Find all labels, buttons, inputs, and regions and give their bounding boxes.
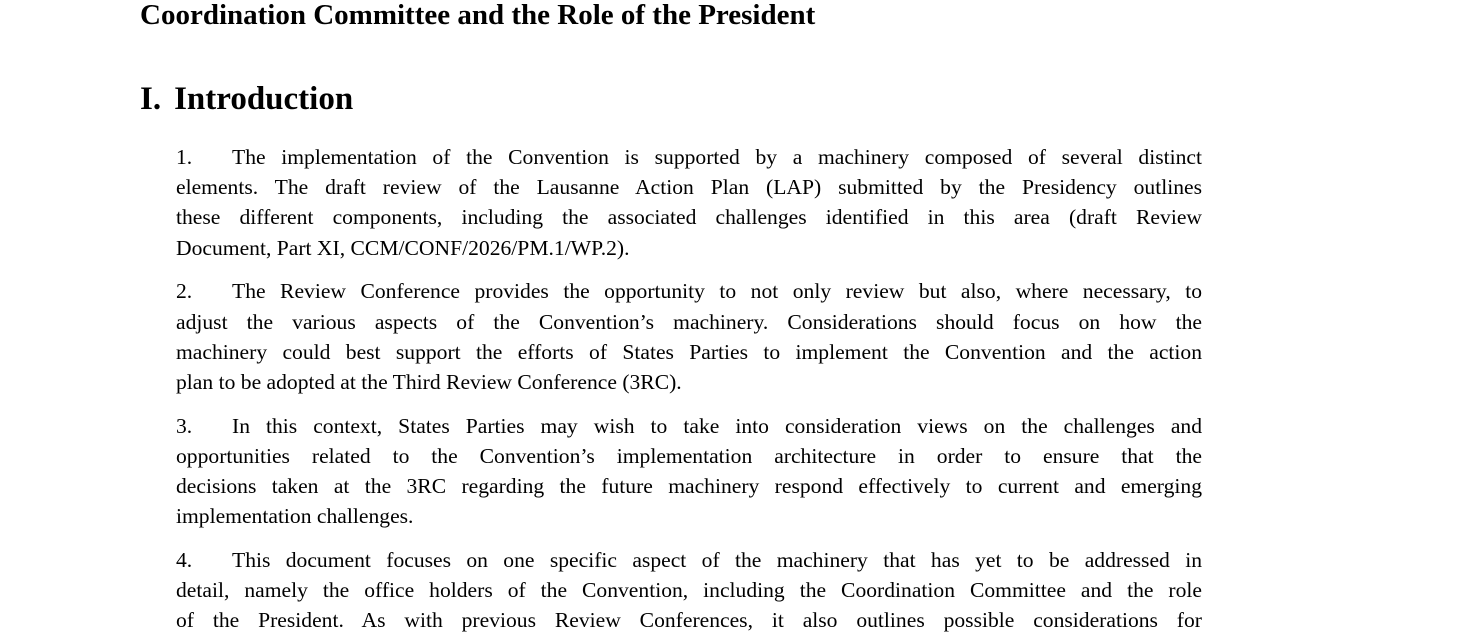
paragraph-4 xyxy=(176,545,1202,635)
document-body xyxy=(176,142,1202,635)
paragraph-line xyxy=(176,142,1202,172)
paragraph-number: 1. xyxy=(176,145,193,169)
paragraph-text: In this context, States Parties may wish to take into consideration views on the challenges and xyxy=(232,413,1202,438)
paragraph-line: these different components, including the associated challenges identified in this area (draft Review xyxy=(176,205,1202,230)
paragraph-number: 3. xyxy=(176,413,193,438)
paragraph-number: 4. xyxy=(176,547,193,572)
paragraph-line xyxy=(176,545,1202,575)
section-number: I. xyxy=(140,81,162,117)
paragraph-line: plan to be adopted at the Third Review Conference (3RC). xyxy=(176,369,682,394)
paragraph-text: The implementation of the Convention is supported by a machinery composed of several distinct xyxy=(232,145,1202,169)
section-heading xyxy=(140,79,353,119)
paragraph-line: of the President. As with previous Review Conferences, it also outlines possible considerations for xyxy=(176,608,1202,633)
paragraph-line: decisions taken at the 3RC regarding the future machinery respond effectively to current and emerging xyxy=(176,474,1202,499)
paragraph-3 xyxy=(176,411,1202,532)
section-title: Introduction xyxy=(174,81,354,117)
document-title: Coordination Committee and the Role of the President xyxy=(140,0,816,31)
paragraph-line: machinery could best support the efforts of States Parties to implement the Convention and the action xyxy=(176,339,1202,364)
paragraph-line: Document, Part XI, CCM/CONF/2026/PM.1/WP.2). xyxy=(176,235,630,260)
paragraph-text: This document focuses on one specific aspect of the machinery that has yet to be addressed in xyxy=(232,547,1202,572)
paragraph-line: elements. The draft review of the Lausanne Action Plan (LAP) submitted by the Presidency outlines xyxy=(176,175,1202,200)
paragraph-line: opportunities related to the Convention’s implementation architecture in order to ensure that the xyxy=(176,443,1202,468)
paragraph-line: implementation challenges. xyxy=(176,504,414,529)
paragraph-line xyxy=(176,276,1202,306)
paragraph-number: 2. xyxy=(176,279,193,304)
paragraph-line: detail, namely the office holders of the Convention, including the Coordination Committee and the role xyxy=(176,578,1202,603)
paragraph-1 xyxy=(176,142,1202,263)
paragraph-line xyxy=(176,411,1202,441)
paragraph-text: The Review Conference provides the opportunity to not only review but also, where necessary, to xyxy=(232,279,1202,304)
paragraph-line: adjust the various aspects of the Convention’s machinery. Considerations should focus on how the xyxy=(176,309,1202,334)
paragraph-2 xyxy=(176,276,1202,397)
